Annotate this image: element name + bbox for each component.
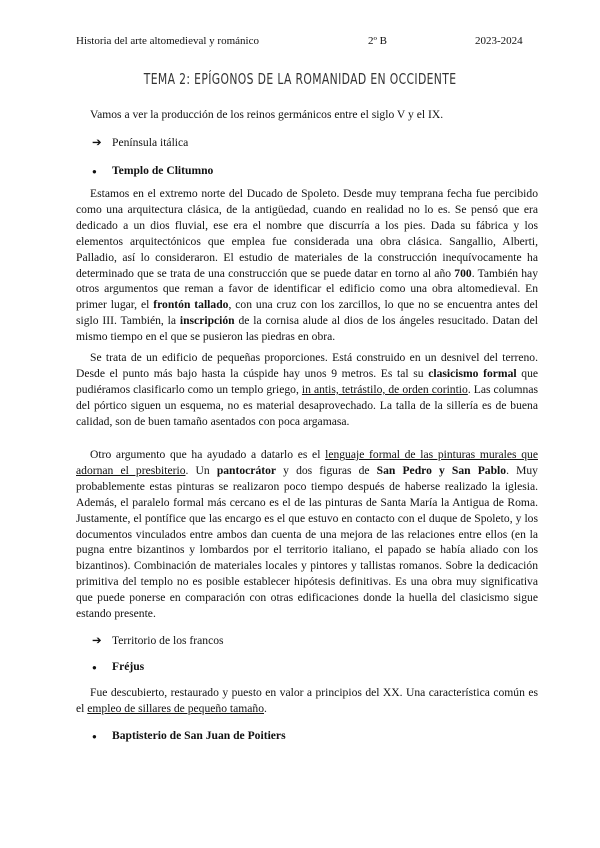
bold-run: pantocrátor bbox=[216, 463, 277, 477]
text-run: . También hay otros argumentos que reman a favor de identificar el edificio como una obra altomedieval. En primer lugar, el bbox=[76, 266, 539, 312]
text-run: . Un bbox=[185, 463, 217, 477]
bold-run: frontón tallado bbox=[153, 298, 229, 312]
text-run: . Las columnas del pórtico siguen un esquema, no es material desaprovechado. La talla de la sillería es de buena calidad, son de buen tamaño asentados con poca argamasa. bbox=[76, 382, 538, 428]
text-run: , con una cruz con los zarcillos, lo que no se encuentra antes del siglo III. También, la bbox=[76, 298, 539, 328]
paragraph-3 bbox=[76, 447, 538, 622]
bullet-baptisterio-poitiers bbox=[92, 729, 286, 742]
document-title bbox=[0, 70, 600, 88]
header-group: 2º B bbox=[368, 35, 387, 47]
bullet-icon: ● bbox=[92, 732, 97, 741]
arrow-icon: ➔ bbox=[92, 634, 102, 647]
section-peninsula-italica bbox=[92, 135, 188, 149]
header-course: Historia del arte altomedieval y románico bbox=[76, 35, 259, 47]
title-text: TEMA 2: EPÍGONOS DE LA ROMANIDAD EN OCCIDENTE bbox=[143, 70, 457, 88]
bullet-label: Templo de Clitumno bbox=[112, 164, 214, 177]
text-run: que pudiéramos clasificarlo como un templo griego, bbox=[76, 366, 539, 396]
text-run: Se trata de un edificio de pequeñas proporciones. Está construido en un desnivel del terreno. Desde el punto más bajo hasta la cúspide hay unos 9 metros. Es tal su bbox=[76, 351, 538, 380]
intro-paragraph: Vamos a ver la producción de los reinos germánicos entre el siglo V y el IX. bbox=[90, 108, 444, 121]
paragraph-4 bbox=[76, 685, 538, 717]
bullet-label: Fréjus bbox=[112, 660, 145, 673]
text-run: y dos figuras de bbox=[276, 463, 377, 477]
bold-run: 700 bbox=[454, 266, 472, 280]
text-run: . Muy probablemente estas pinturas se realizaron poco tiempo después de haberse realizado la iglesia. Además, el paralelo formal más cercano es el de las pinturas de Santa María la Antigua de Roma. Justamente, el pontífice que las encargo es el que estuvo en contacto con el duque de Spoleto, y los documentos vinculados entre ambos dan cuenta de una mejora de las relaciones entre ellos (en la pugna entre bizantinos y lombardos por el territorio italiano, el papado se había aliado con los bizantinos). Combinación de materiales locales y pintores y tallistas romanos. Sobre la dedicación primitiva del templo no es posible establecer hipótesis definitivas. Es una obra muy significativa que puede ponerse en comparación con otras edificaciones donde la huella del clasicismo sigue estando presente. bbox=[76, 463, 538, 621]
bullet-label: Baptisterio de San Juan de Poitiers bbox=[112, 729, 286, 742]
underlined-run: empleo de sillares de pequeño tamaño bbox=[87, 701, 265, 715]
paragraph-1 bbox=[76, 186, 538, 345]
header-year: 2023-2024 bbox=[475, 35, 523, 47]
underlined-run: in antis, tetrástilo, de orden corintio bbox=[301, 382, 468, 396]
section-territorio-francos bbox=[92, 633, 224, 647]
bullet-icon: ● bbox=[92, 663, 97, 672]
paragraph-2 bbox=[76, 350, 538, 430]
bullet-templo-clitumno bbox=[92, 164, 213, 177]
section-label: Territorio de los francos bbox=[112, 634, 224, 647]
text-run: . bbox=[264, 701, 267, 715]
text-run: Otro argumento que ha ayudado a datarlo es el bbox=[90, 448, 326, 461]
text-run: Fue descubierto, restaurado y puesto en valor a principios del XX. Una característica común es el bbox=[76, 686, 538, 715]
arrow-icon: ➔ bbox=[92, 136, 102, 149]
section-label: Península itálica bbox=[112, 136, 189, 149]
underlined-run: lenguaje formal de las pinturas murales que adornan el presbiterio bbox=[76, 448, 538, 477]
bold-run: clasicismo formal bbox=[428, 366, 517, 380]
bold-run: San Pedro y San Pablo bbox=[376, 463, 507, 477]
bold-run: inscripción bbox=[179, 314, 235, 328]
text-run: Estamos en el extremo norte del Ducado de Spoleto. Desde muy temprana fecha fue percibido como una arquitectura clásica, de la antigüedad, cuando en realidad no lo es. Se pensó que era dedicado a un dios fluvial, ese era el nombre que discurría a los pies. Dada su fábrica y los elementos arquitectónicos que emplea fue considerada una obra clásica. Sangallio, Alberti, Palladio, así lo consideraron. El estudio de materiales de la construcción inequívocamente ha determinado que se trata de una construcción que se puede datar en torno al año bbox=[76, 187, 538, 280]
bullet-icon: ● bbox=[92, 167, 97, 176]
bullet-frejus bbox=[92, 660, 144, 673]
text-run: de la cornisa alude al dios de los ángeles resucitado. Datan del mismo tiempo en el que se pusieron las piedras en obra. bbox=[76, 314, 539, 344]
